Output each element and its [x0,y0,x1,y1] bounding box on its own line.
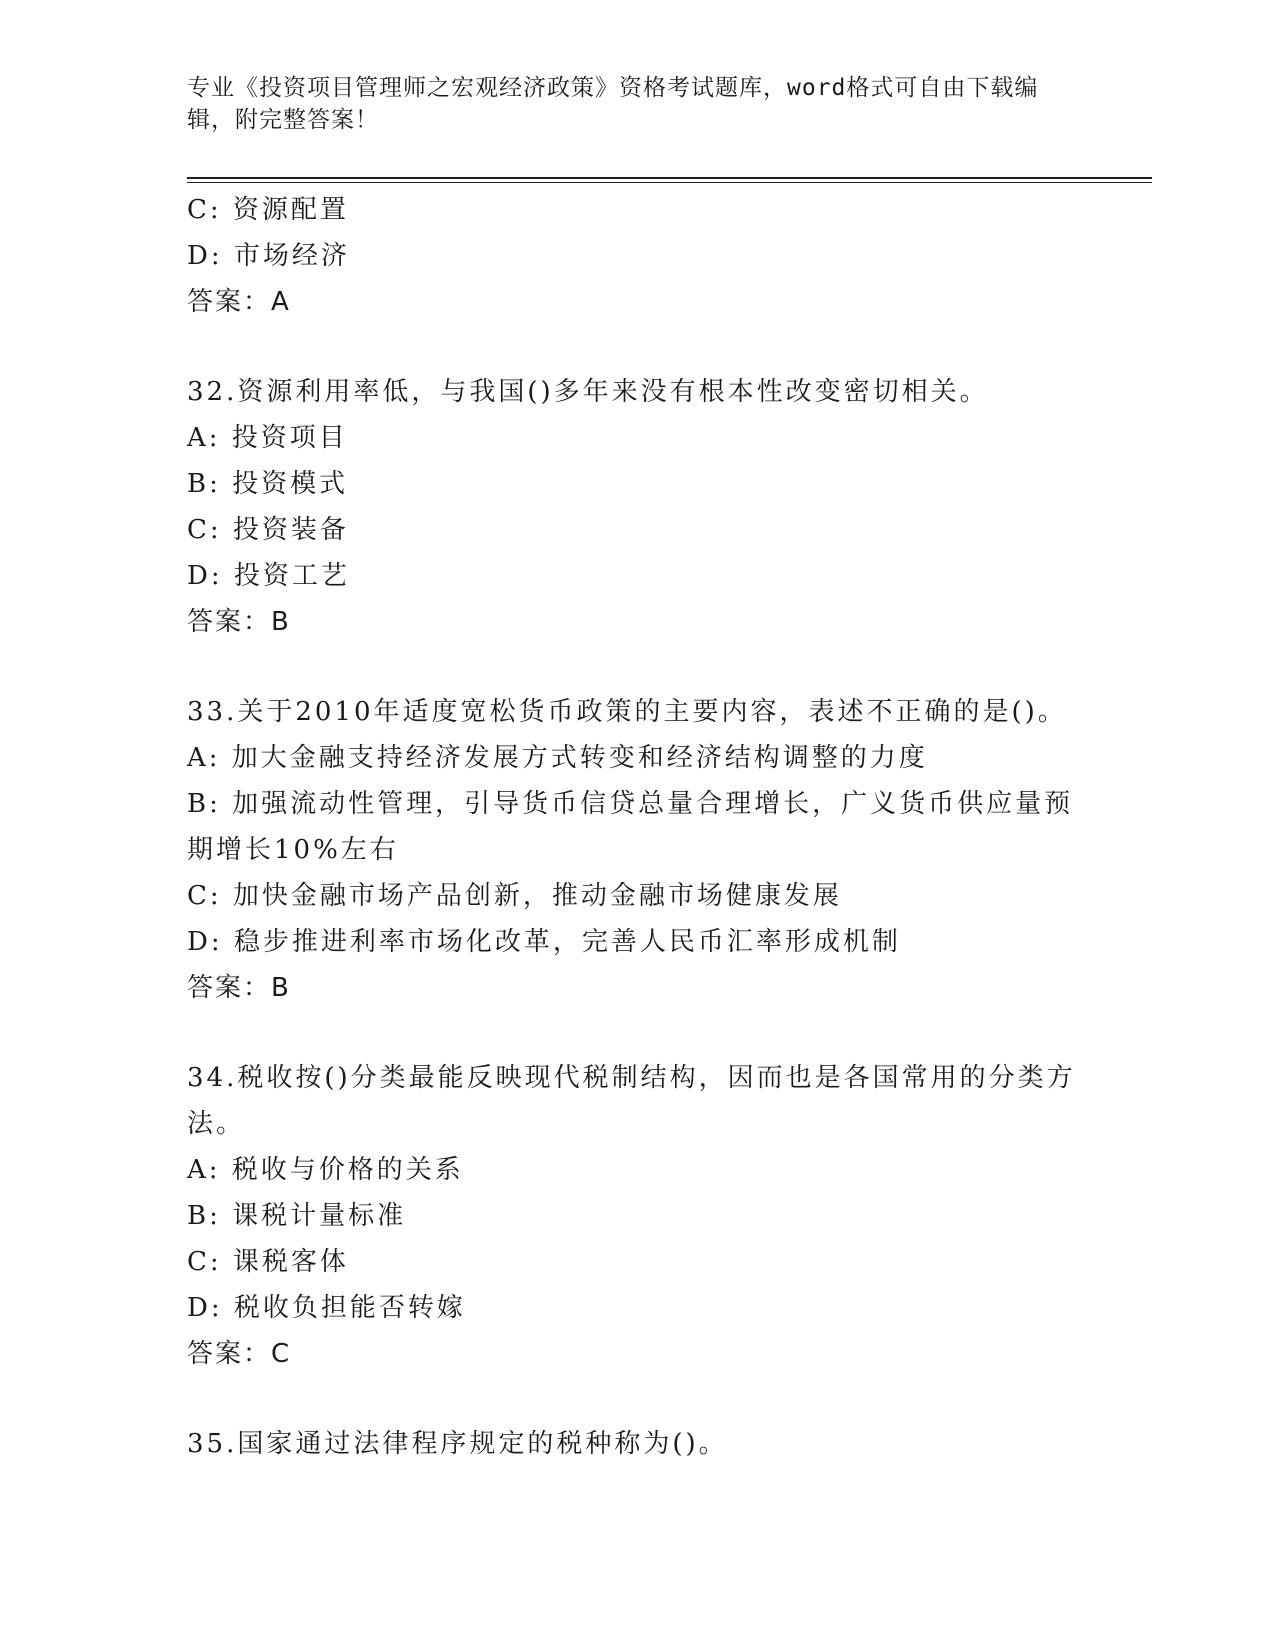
question-text: 34.税收按()分类最能反映现代税制结构，因而也是各国常用的分类方法。 [187,1063,1076,1139]
answer: 答案：B [187,973,291,1003]
header-text: 专业《投资项目管理师之宏观经济政策》资格考试题库，word格式可自由下载编辑，附完整答案！ [187,75,1039,133]
option-d: D: 市场经济 [187,241,350,271]
option-a: A: 投资项目 [187,423,348,453]
answer: 答案：B [187,607,291,637]
option-b: B: 课税计量标准 [187,1201,407,1231]
question-text: 35.国家通过法律程序规定的税种称为()。 [187,1429,728,1459]
spacer [187,1011,1087,1055]
header-divider-thin [187,182,1152,183]
option-a: A: 税收与价格的关系 [187,1155,464,1185]
question-text: 33.关于2010年适度宽松货币政策的主要内容，表述不正确的是()。 [187,697,1067,727]
option-d: D: 投资工艺 [187,561,350,591]
option-c: C: 加快金融市场产品创新，推动金融市场健康发展 [187,881,842,911]
question-list [187,187,1087,1467]
document-header [187,72,1067,136]
header-divider-thick [187,177,1152,179]
option-c: C: 课税客体 [187,1247,349,1277]
option-c: C: 资源配置 [187,195,349,225]
question-text: 32.资源利用率低，与我国()多年来没有根本性改变密切相关。 [187,377,989,407]
answer: 答案：A [187,287,291,317]
spacer [187,325,1087,369]
option-a: A: 加大金融支持经济发展方式转变和经济结构调整的力度 [187,743,928,773]
question-33 [187,689,1087,1011]
option-d: D: 稳步推进利率市场化改革，完善人民币汇率形成机制 [187,927,901,957]
option-c: C: 投资装备 [187,515,349,545]
question-31-tail [187,187,1087,325]
spacer [187,645,1087,689]
question-32 [187,369,1087,645]
question-35 [187,1421,1087,1467]
question-34 [187,1055,1087,1377]
answer: 答案：C [187,1339,292,1369]
spacer [187,1377,1087,1421]
option-d: D: 税收负担能否转嫁 [187,1293,466,1323]
option-b: B: 加强流动性管理，引导货币信贷总量合理增长，广义货币供应量预期增长10%左右 [187,789,1074,865]
option-b: B: 投资模式 [187,469,349,499]
